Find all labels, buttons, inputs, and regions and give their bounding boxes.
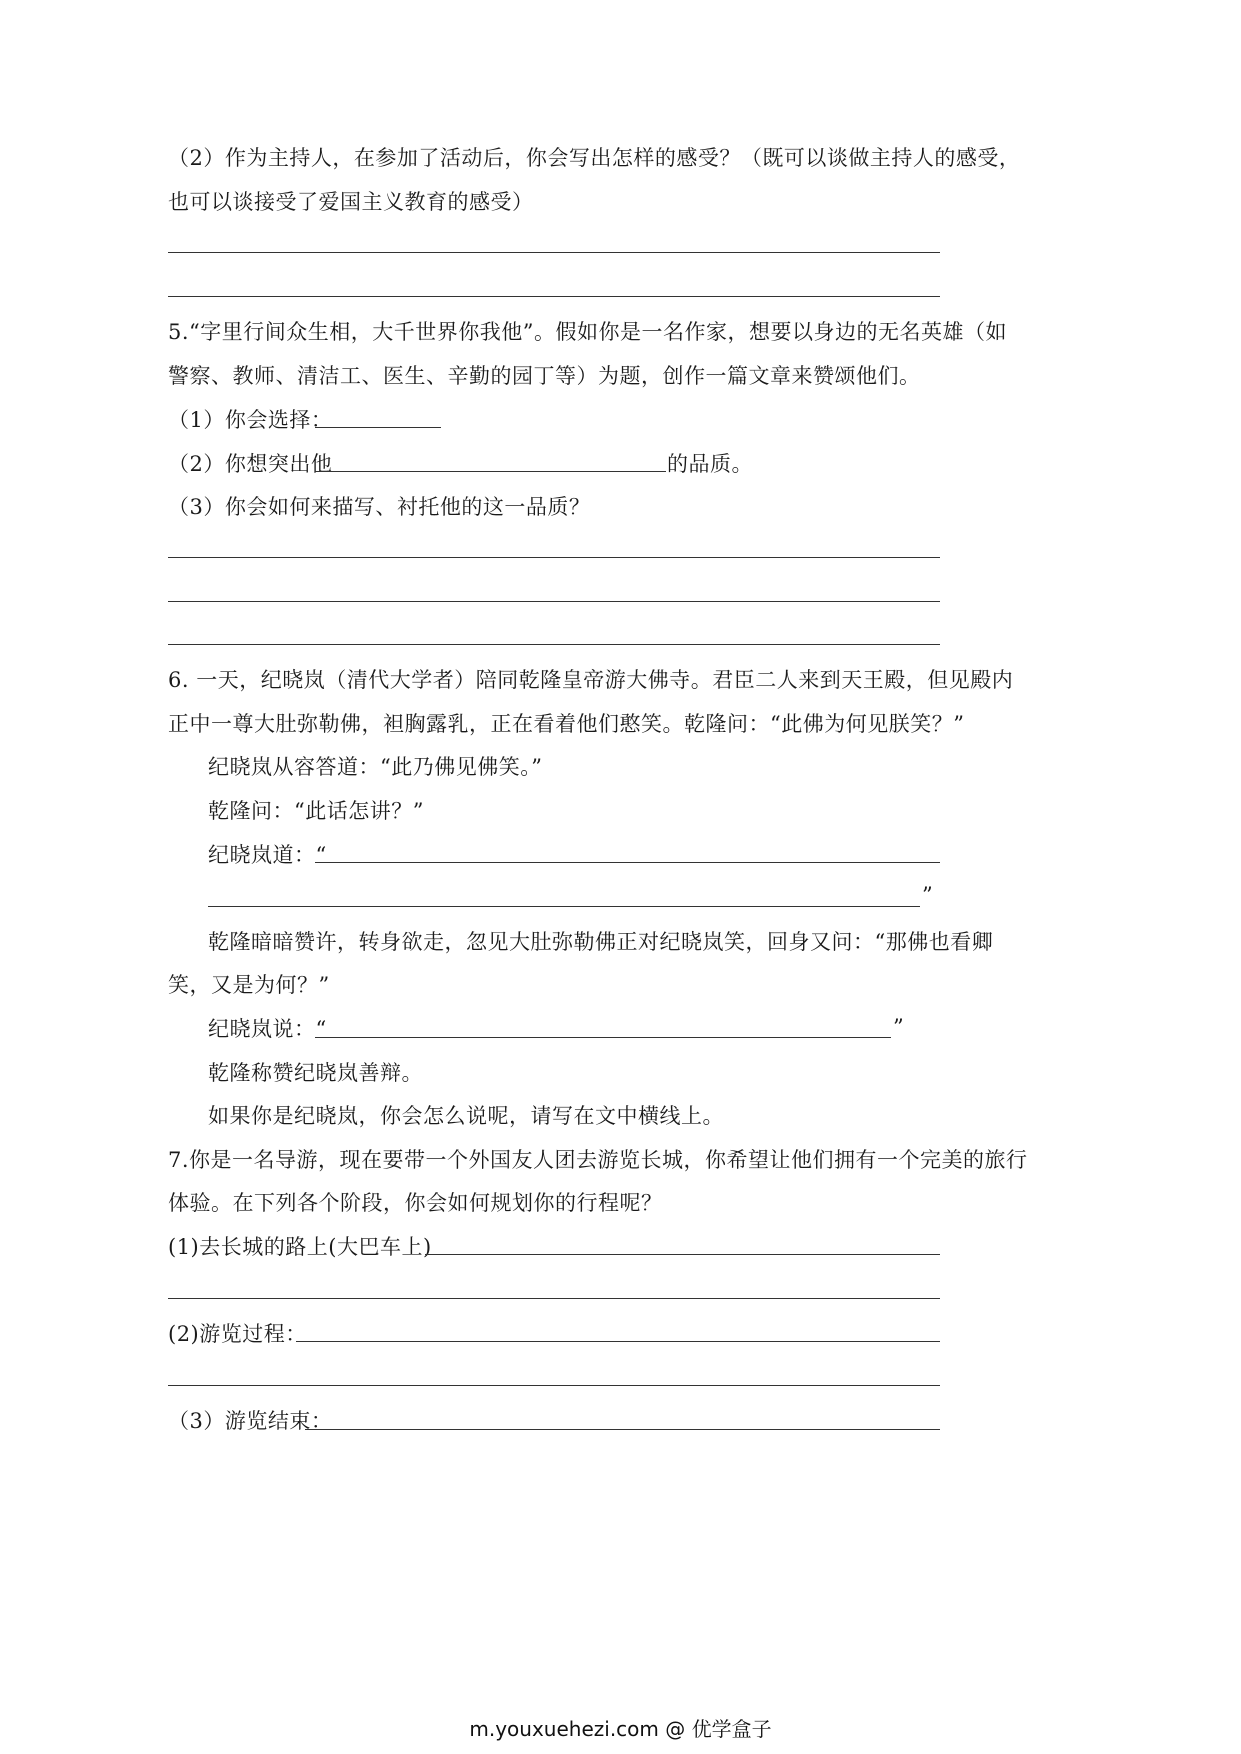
q6-reply3-prefix: 纪晓岚说：“ xyxy=(208,1017,327,1041)
q5-part2-suffix: 的品质。 xyxy=(667,452,753,476)
q7-part3-label: （3）游览结束： xyxy=(168,1409,333,1433)
q7-part2-label: (2)游览过程： xyxy=(168,1322,307,1346)
answer-line[interactable] xyxy=(168,252,940,253)
answer-line[interactable] xyxy=(168,644,940,645)
q5-part2-blank[interactable] xyxy=(315,471,666,472)
answer-line[interactable] xyxy=(168,557,940,558)
q6-intro-line1: 6. 一天，纪晓岚（清代大学者）陪同乾隆皇帝游大佛寺。君臣二人来到天王殿，但见殿内 xyxy=(168,668,1014,692)
footer-watermark: m.youxuehezi.com @ 优学盒子 xyxy=(469,1717,772,1741)
q6-reply2-blank[interactable] xyxy=(315,862,940,863)
close-quote: ” xyxy=(922,883,933,907)
q4-part2-line1: （2）作为主持人，在参加了活动后，你会写出怎样的感受？（既可以谈做主持人的感受， xyxy=(168,146,1021,170)
q4-part2-line2: 也可以谈接受了爱国主义教育的感受） xyxy=(168,190,534,214)
q6-ask2: 乾隆问：“此话怎讲？” xyxy=(208,799,424,823)
q5-part1-label: （1）你会选择： xyxy=(168,408,333,432)
q7-part1-label: (1)去长城的路上(大巴车上) xyxy=(168,1235,432,1259)
q6-intro-line2: 正中一尊大肚弥勒佛，袒胸露乳，正在看着他们憨笑。乾隆问：“此佛为何见朕笑？” xyxy=(168,712,965,736)
q7-intro-line1: 7.你是一名导游，现在要带一个外国友人团去游览长城，你希望让他们拥有一个完美的旅行 xyxy=(168,1148,1028,1172)
q7-part1-blank[interactable] xyxy=(425,1254,940,1255)
answer-line[interactable] xyxy=(168,1385,940,1386)
q6-para3-line1: 乾隆暗暗赞许，转身欲走，忽见大肚弥勒佛正对纪晓岚笑，回身又问：“那佛也看卿 xyxy=(208,930,994,954)
answer-line[interactable] xyxy=(168,296,940,297)
q6-instruction: 如果你是纪晓岚，你会怎么说呢，请写在文中横线上。 xyxy=(208,1104,724,1128)
q5-part2-prefix: （2）你想突出他 xyxy=(168,452,333,476)
q7-part2-blank[interactable] xyxy=(296,1341,940,1342)
q5-intro-line2: 警察、教师、清洁工、医生、辛勤的园丁等）为题，创作一篇文章来赞颂他们。 xyxy=(168,364,921,388)
q5-part1-blank[interactable] xyxy=(315,427,441,428)
q7-part3-blank[interactable] xyxy=(305,1429,940,1430)
q6-reply2-prefix: 纪晓岚道：“ xyxy=(208,843,327,867)
answer-line[interactable] xyxy=(168,1298,940,1299)
q6-praise: 乾隆称赞纪晓岚善辩。 xyxy=(208,1061,423,1085)
q5-part3-label: （3）你会如何来描写、衬托他的这一品质？ xyxy=(168,495,591,519)
q5-intro-line1: 5.“字里行间众生相，大千世界你我他”。假如你是一名作家，想要以身边的无名英雄（如 xyxy=(168,320,1008,344)
q7-intro-line2: 体验。在下列各个阶段，你会如何规划你的行程呢？ xyxy=(168,1191,663,1215)
q6-para3-line2: 笑，又是为何？” xyxy=(168,973,330,997)
q6-reply3-blank[interactable] xyxy=(315,1037,891,1038)
close-quote: ” xyxy=(893,1015,904,1039)
q6-reply2-blank-2[interactable] xyxy=(208,906,920,907)
answer-line[interactable] xyxy=(168,601,940,602)
q6-reply1: 纪晓岚从容答道：“此乃佛见佛笑。” xyxy=(208,755,543,779)
